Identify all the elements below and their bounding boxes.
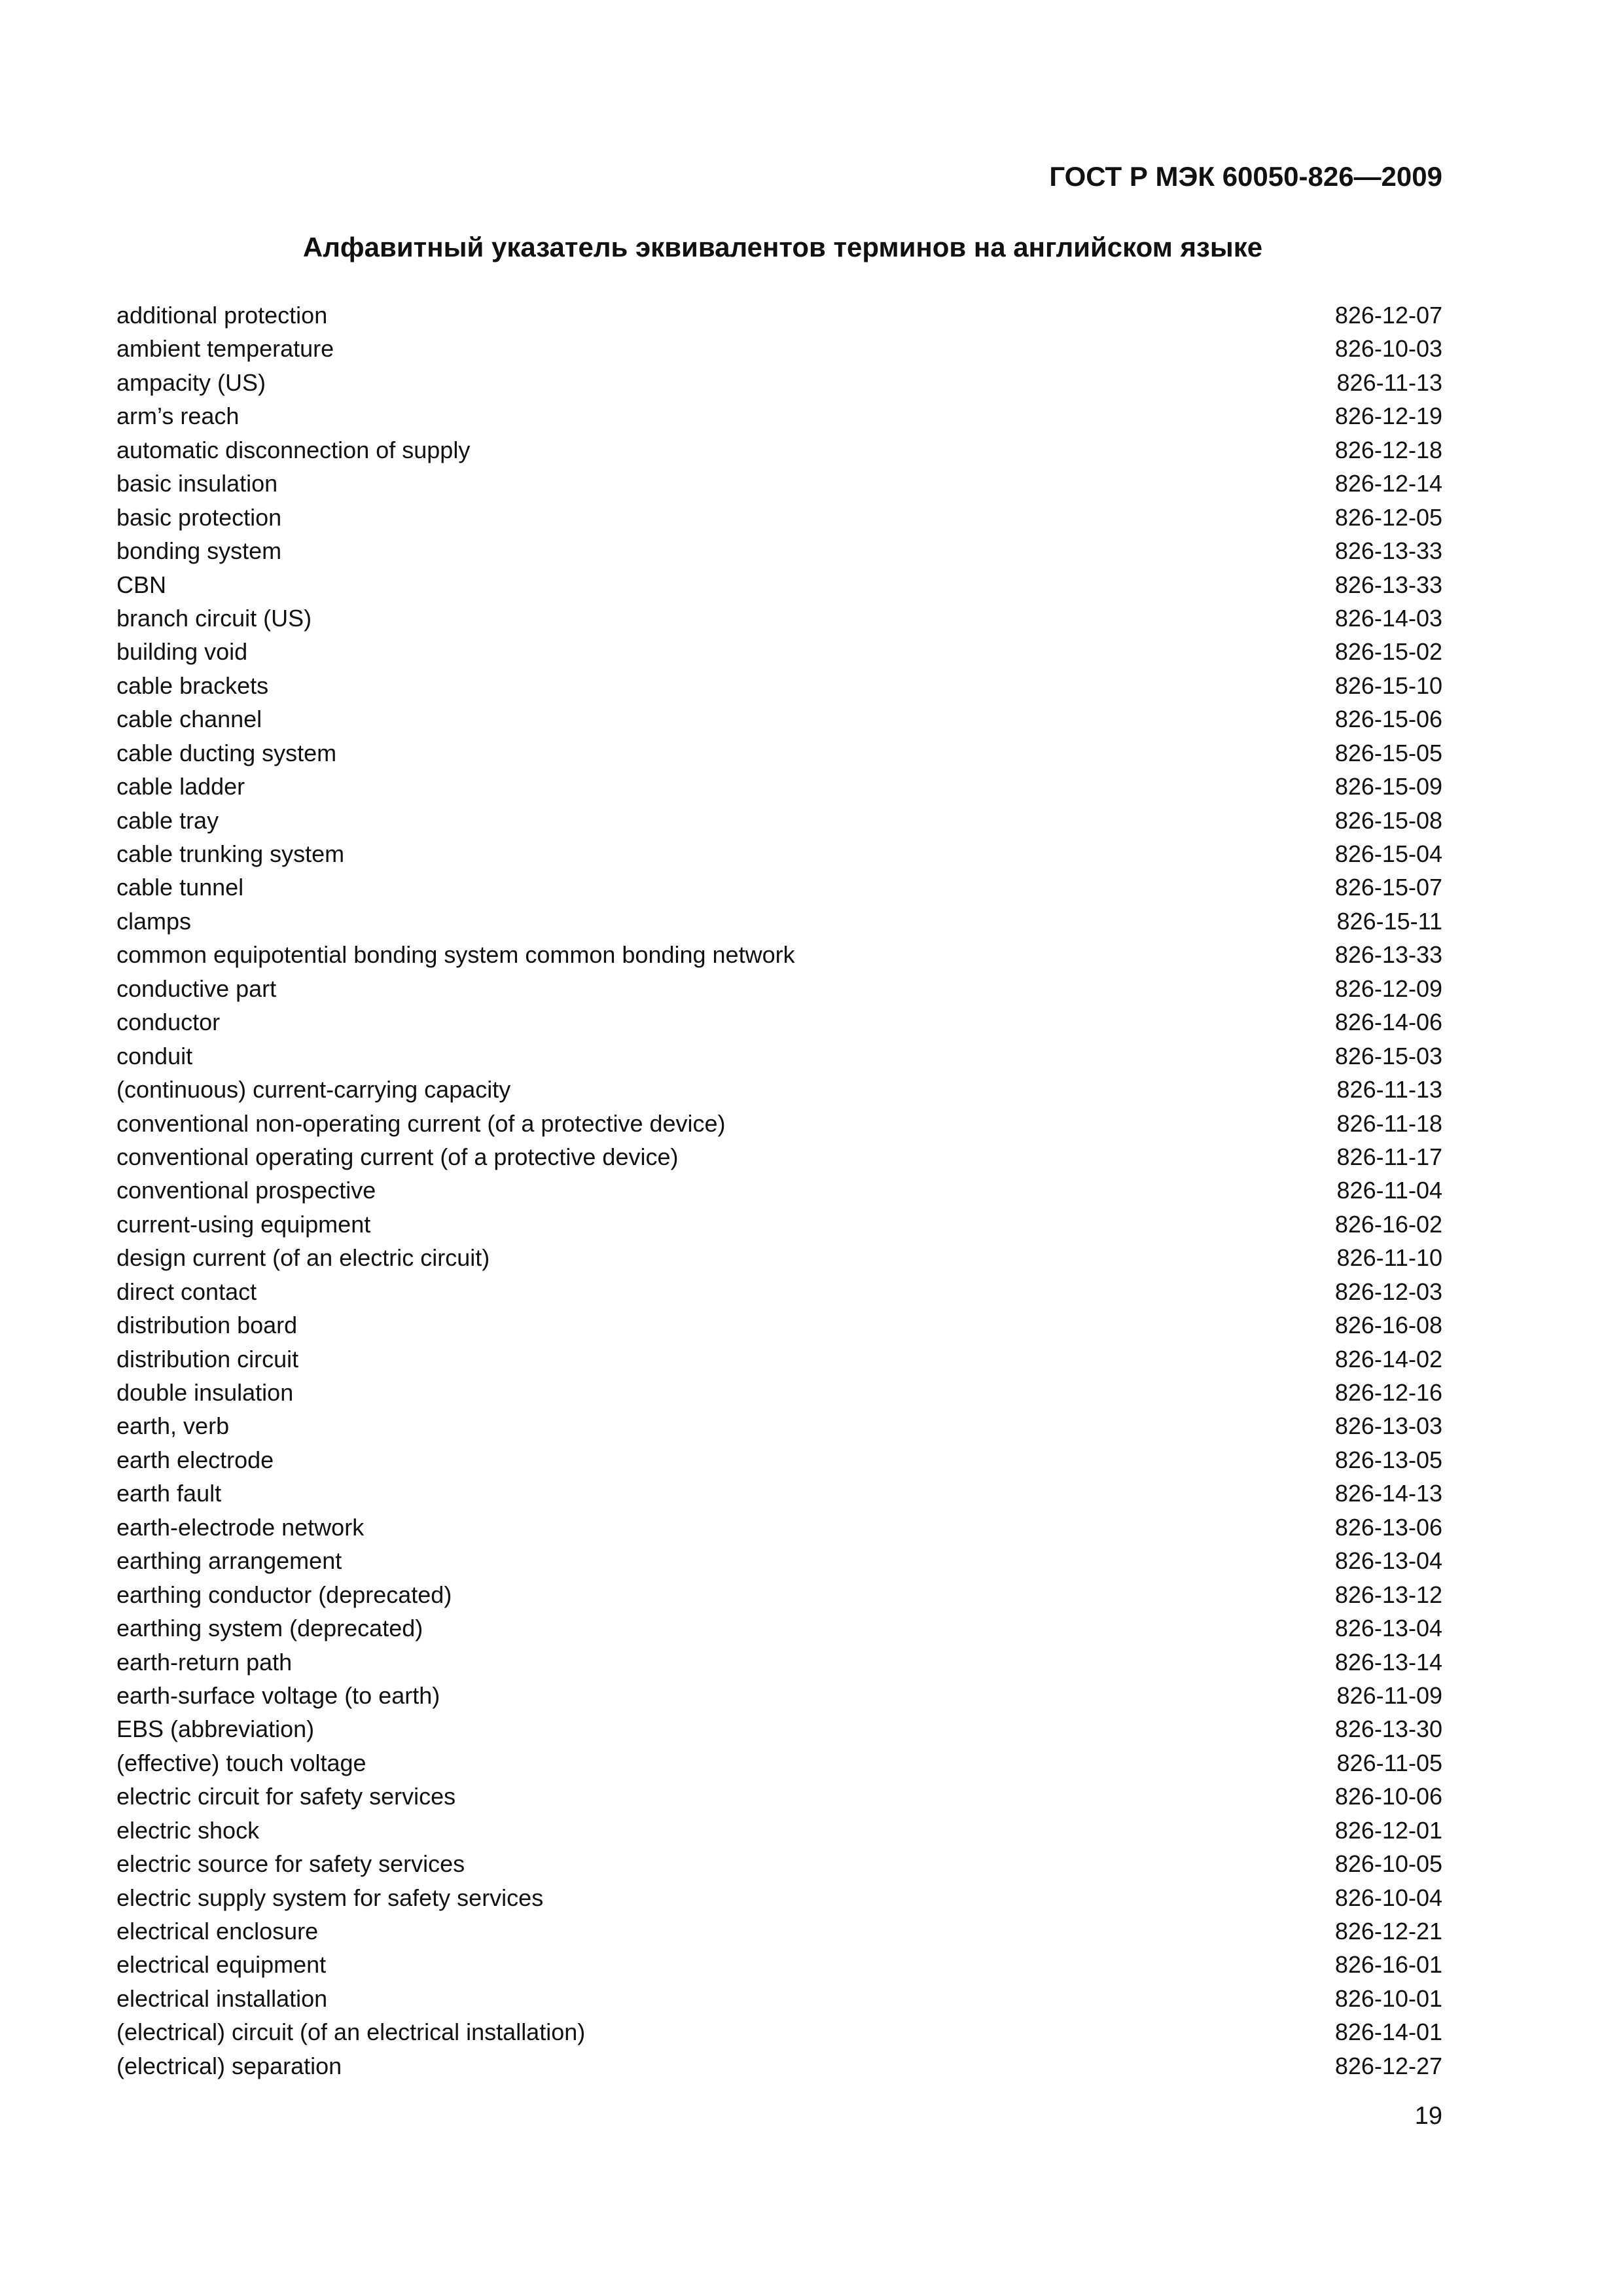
index-entry: [116, 905, 1442, 938]
index-entry-code: 826-13-05: [1334, 1446, 1442, 1473]
index-entry-term: direct contact: [116, 1278, 257, 1305]
index-entry: [116, 1881, 1442, 1914]
index-entry-code: 826-10-05: [1334, 1850, 1442, 1878]
index-entry-code: 826-13-04: [1334, 1547, 1442, 1575]
index-entry: [116, 2049, 1442, 2083]
index-entry-code: 826-12-07: [1334, 302, 1442, 329]
index-entry-term: cable ducting system: [116, 739, 337, 766]
index-entry: [116, 501, 1442, 534]
index-entry-code: 826-13-14: [1334, 1648, 1442, 1676]
index-entry-code: 826-11-04: [1336, 1177, 1442, 1204]
index-entry: [116, 972, 1442, 1005]
index-entry-term: cable ladder: [116, 773, 245, 800]
index-entry: [116, 1342, 1442, 1376]
index-title: Алфавитный указатель эквивалентов терминов на английском языке: [302, 232, 1263, 262]
index-entry: [116, 635, 1442, 668]
index-entry-code: 826-16-01: [1334, 1951, 1442, 1979]
index-entry-term: earthing conductor (deprecated): [116, 1581, 452, 1608]
index-entry: [116, 1914, 1442, 1948]
index-entry: [116, 601, 1442, 635]
index-entry-term: automatic disconnection of supply: [116, 436, 471, 463]
index-entry: [116, 1107, 1442, 1140]
index-entry-term: electric circuit for safety services: [116, 1783, 456, 1810]
index-entry: [116, 1847, 1442, 1880]
index-entry: [116, 1511, 1442, 1544]
index-entry: [116, 1308, 1442, 1342]
index-entry: [116, 1645, 1442, 1679]
index-entry-term: common equipotential bonding system common bonding network: [116, 941, 795, 969]
index-entry-term: earth, verb: [116, 1412, 230, 1440]
index-entry-code: 826-13-33: [1334, 537, 1442, 565]
index-entry-term: electric source for safety services: [116, 1850, 465, 1878]
index-entry-code: 826-12-05: [1334, 503, 1442, 531]
index-entry: [116, 1275, 1442, 1308]
index-entry: [116, 1578, 1442, 1611]
index-entry-code: 826-15-04: [1334, 840, 1442, 867]
index-entry-code: 826-13-06: [1334, 1513, 1442, 1541]
index-entry-code: 826-11-10: [1336, 1244, 1442, 1272]
index-entry: [116, 1005, 1442, 1039]
index-entry-term: conventional prospective: [116, 1177, 376, 1204]
index-entry: [116, 669, 1442, 702]
index-entry: [116, 938, 1442, 971]
index-entry-term: conductive part: [116, 975, 277, 1002]
index-entry-term: distribution circuit: [116, 1345, 299, 1372]
index-entry-term: cable channel: [116, 706, 262, 733]
index-entry-term: cable tunnel: [116, 874, 244, 901]
index-entry-code: 826-13-33: [1334, 941, 1442, 969]
index-entry-code: 826-15-07: [1334, 874, 1442, 901]
index-entry-code: 826-13-33: [1334, 571, 1442, 598]
index-entry-term: electrical enclosure: [116, 1918, 319, 1945]
index-entry: [116, 702, 1442, 736]
index-entry-term: electrical installation: [116, 1984, 328, 2012]
index-entry-term: ampacity (US): [116, 368, 266, 396]
index-entry-term: distribution board: [116, 1312, 298, 1339]
index-entry: [116, 804, 1442, 837]
index-entry-term: (continuous) current-carrying capacity: [116, 1076, 511, 1103]
index-entry: [116, 1073, 1442, 1106]
index-entry-term: cable tray: [116, 806, 219, 834]
index-entry: [116, 568, 1442, 601]
index-entry-code: 826-14-06: [1334, 1009, 1442, 1036]
index-entry: [116, 1746, 1442, 1780]
index-entry-code: 826-15-06: [1334, 706, 1442, 733]
index-entry: [116, 1982, 1442, 2015]
index-entry-code: 826-15-08: [1334, 806, 1442, 834]
index-entry: [116, 1679, 1442, 1712]
index-entry: [116, 467, 1442, 500]
index-entry-term: ambient temperature: [116, 335, 334, 363]
index-entry-code: 826-13-12: [1334, 1581, 1442, 1608]
index-entry: [116, 1814, 1442, 1847]
index-entry-code: 826-10-04: [1334, 1884, 1442, 1911]
index-entry-term: earthing system (deprecated): [116, 1615, 423, 1642]
index-entry-term: bonding system: [116, 537, 282, 565]
index-entry: [116, 770, 1442, 803]
index-entry-code: 826-15-11: [1336, 907, 1442, 935]
index-entry-code: 826-12-03: [1334, 1278, 1442, 1305]
document-code: ГОСТ Р МЭК 60050-826—2009: [1049, 161, 1442, 192]
index-entry: [116, 366, 1442, 399]
index-entry: [116, 1208, 1442, 1241]
index-entry-code: 826-11-05: [1336, 1749, 1442, 1776]
index-entry-term: branch circuit (US): [116, 604, 312, 632]
index-entry-code: 826-10-03: [1334, 335, 1442, 363]
index-entry-term: conduit: [116, 1042, 193, 1069]
index-entry-code: 826-10-06: [1334, 1783, 1442, 1810]
index-entry-term: additional protection: [116, 302, 328, 329]
index-entry-term: basic protection: [116, 503, 282, 531]
index-entry-code: 826-14-01: [1334, 2018, 1442, 2046]
index-entry-term: design current (of an electric circuit): [116, 1244, 490, 1272]
index-entry-code: 826-12-19: [1334, 403, 1442, 430]
page-number: 19: [1414, 2102, 1442, 2130]
index-entry-code: 826-15-03: [1334, 1042, 1442, 1069]
index-entry-term: conductor: [116, 1009, 221, 1036]
index-entry-code: 826-11-18: [1336, 1109, 1442, 1137]
index-entry-code: 826-15-05: [1334, 739, 1442, 766]
index-entry: [116, 1712, 1442, 1746]
index-entry: [116, 1376, 1442, 1409]
index-entry-term: (effective) touch voltage: [116, 1749, 366, 1776]
index-entry-code: 826-14-03: [1334, 604, 1442, 632]
index-entry-term: (electrical) separation: [116, 2052, 342, 2079]
index-entry-code: 826-15-09: [1334, 773, 1442, 800]
index-entry: [116, 1174, 1442, 1207]
term-index-list: [116, 298, 1442, 2083]
index-entry-term: CBN: [116, 571, 167, 598]
index-entry-term: clamps: [116, 907, 192, 935]
index-entry-code: 826-16-08: [1334, 1312, 1442, 1339]
index-entry-term: earth-electrode network: [116, 1513, 365, 1541]
index-entry: [116, 1477, 1442, 1510]
index-entry-term: electric shock: [116, 1816, 260, 1844]
index-entry-code: 826-14-13: [1334, 1480, 1442, 1507]
index-entry: [116, 1780, 1442, 1813]
index-entry-code: 826-11-13: [1336, 1076, 1442, 1103]
index-entry-term: earth-surface voltage (to earth): [116, 1681, 440, 1709]
index-entry: [116, 399, 1442, 433]
index-entry: [116, 837, 1442, 870]
index-entry-term: conventional non-operating current (of a protective device): [116, 1109, 726, 1137]
index-entry-code: 826-15-10: [1334, 672, 1442, 699]
index-entry-term: earth electrode: [116, 1446, 274, 1473]
index-entry: [116, 1443, 1442, 1477]
index-entry-term: current-using equipment: [116, 1210, 371, 1238]
index-entry: [116, 433, 1442, 467]
index-entry-term: earth fault: [116, 1480, 222, 1507]
index-entry: [116, 1409, 1442, 1443]
index-entry: [116, 736, 1442, 770]
index-entry: [116, 298, 1442, 332]
index-entry: [116, 1611, 1442, 1645]
index-entry-term: electric supply system for safety services: [116, 1884, 544, 1911]
index-entry-code: 826-14-02: [1334, 1345, 1442, 1372]
index-entry-code: 826-15-02: [1334, 638, 1442, 666]
index-entry-code: 826-11-17: [1336, 1143, 1442, 1170]
index-entry-term: (electrical) circuit (of an electrical installation): [116, 2018, 586, 2046]
index-entry-term: double insulation: [116, 1379, 294, 1406]
index-entry: [116, 1948, 1442, 1981]
index-entry: [116, 2015, 1442, 2049]
index-entry: [116, 1039, 1442, 1073]
index-entry-code: 826-13-30: [1334, 1715, 1442, 1743]
index-entry: [116, 332, 1442, 365]
index-entry-code: 826-13-03: [1334, 1412, 1442, 1440]
index-entry-code: 826-12-16: [1334, 1379, 1442, 1406]
index-entry-term: conventional operating current (of a protective device): [116, 1143, 679, 1170]
index-entry: [116, 1241, 1442, 1274]
index-entry-term: earthing arrangement: [116, 1547, 342, 1575]
index-entry-code: 826-11-09: [1336, 1681, 1442, 1709]
index-entry-term: arm’s reach: [116, 403, 240, 430]
index-entry-code: 826-12-01: [1334, 1816, 1442, 1844]
index-entry-code: 826-12-09: [1334, 975, 1442, 1002]
index-entry: [116, 534, 1442, 567]
index-entry-code: 826-13-04: [1334, 1615, 1442, 1642]
index-entry-code: 826-12-21: [1334, 1918, 1442, 1945]
index-entry-term: electrical equipment: [116, 1951, 327, 1979]
index-entry-term: cable trunking system: [116, 840, 345, 867]
index-entry-term: EBS (abbreviation): [116, 1715, 315, 1743]
index-entry: [116, 1544, 1442, 1577]
index-entry-term: cable brackets: [116, 672, 269, 699]
index-entry-code: 826-12-14: [1334, 470, 1442, 497]
index-entry-term: basic insulation: [116, 470, 278, 497]
index-entry: [116, 1140, 1442, 1174]
index-entry-code: 826-16-02: [1334, 1210, 1442, 1238]
index-entry-term: building void: [116, 638, 248, 666]
index-entry-code: 826-11-13: [1336, 368, 1442, 396]
index-entry-code: 826-12-18: [1334, 436, 1442, 463]
index-entry-code: 826-10-01: [1334, 1984, 1442, 2012]
index-entry-term: earth-return path: [116, 1648, 293, 1676]
index-entry: [116, 870, 1442, 904]
index-entry-code: 826-12-27: [1334, 2052, 1442, 2079]
